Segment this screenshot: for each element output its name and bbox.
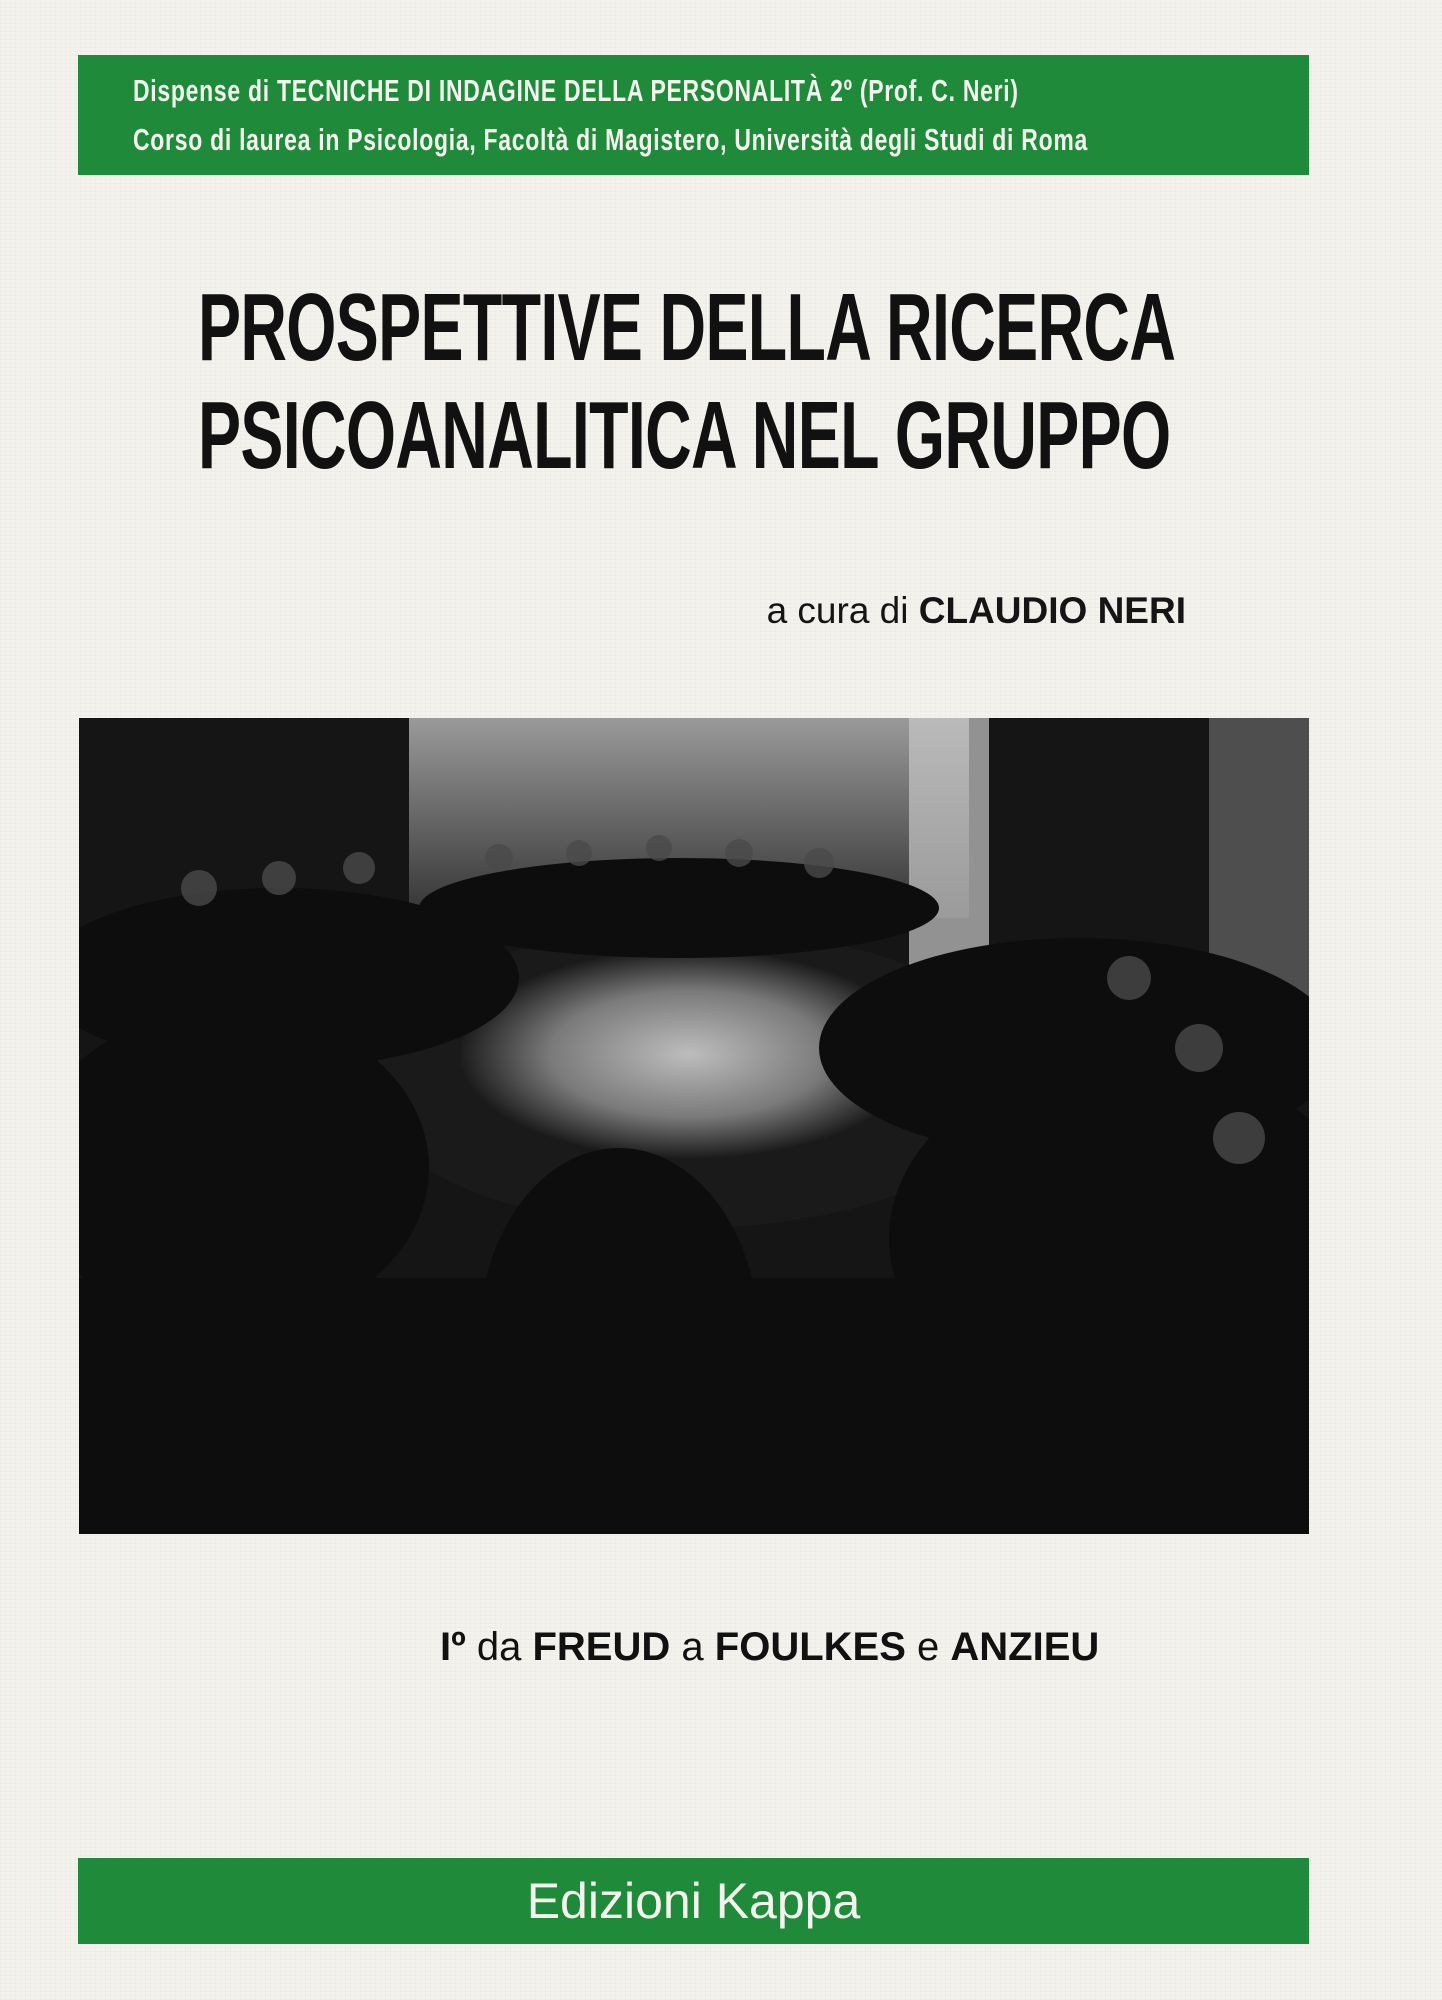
editor-prefix: a cura di xyxy=(766,590,909,631)
header-banner xyxy=(78,55,1309,175)
course-line: Dispense di TECNICHE DI INDAGINE DELLA PERSONALITÀ 2º (Prof. C. Neri) xyxy=(133,73,1019,108)
subtitle-name-freud: FREUD xyxy=(532,1625,671,1669)
editor-credit xyxy=(767,590,1186,632)
publisher-name: Edizioni Kappa xyxy=(526,1873,861,1929)
subtitle-word: a xyxy=(681,1625,704,1669)
book-title-line-2: PSICOANALITICA NEL GRUPPO xyxy=(198,382,1171,489)
volume-subtitle xyxy=(440,1625,1099,1670)
cover-photo-group-session xyxy=(79,718,1309,1534)
editor-name: CLAUDIO NERI xyxy=(918,590,1186,631)
book-title-line-1: PROSPETTIVE DELLA RICERCA xyxy=(198,274,1176,381)
subtitle-name-anzieu: ANZIEU xyxy=(950,1625,1100,1669)
group-photo-image xyxy=(79,718,1309,1534)
subtitle-word: e xyxy=(917,1625,940,1669)
university-line: Corso di laurea in Psicologia, Facoltà di Magistero, Università degli Studi di Roma xyxy=(133,122,1088,157)
subtitle-name-foulkes: FOULKES xyxy=(714,1625,906,1669)
volume-number: Iº xyxy=(440,1625,466,1669)
subtitle-word: da xyxy=(476,1625,522,1669)
publisher-banner xyxy=(78,1858,1309,1944)
